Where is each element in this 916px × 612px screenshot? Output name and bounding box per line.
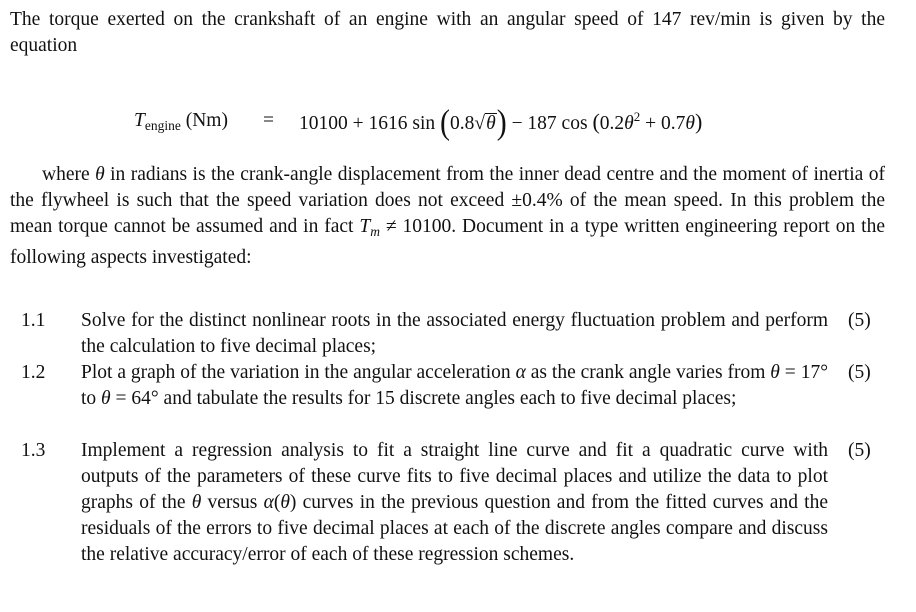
item-marks: (5) <box>848 440 871 461</box>
sqrt-symbol: √θ <box>474 113 496 134</box>
equation-lhs: $T_{engine}$ (Nm) <box>134 110 228 133</box>
equation-equals: = <box>263 110 274 131</box>
torque-equation <box>0 104 916 144</box>
list-item <box>0 360 916 438</box>
list-item <box>0 438 916 594</box>
list-item <box>0 308 916 360</box>
body-paragraph: where θ in radians is the crank-angle displacement from the inner dead centre and the moment of inertia of the flywheel is such that the speed variation does not exceed ±0.4% of the mean speed. In this problem the mean torque cannot be assumed and in fact $T_m \ne 10100$. Document in a type written engineering report on the following aspects investigated: <box>10 164 885 268</box>
item-text: Implement a regression analysis to fit a straight line curve and fit a quadratic curve with outputs of the parameters of these curve fits to five decimal places and utilize the data to plot graphs of the θ versus α(θ) curves in the previous question and from the fitted curves and the residuals of the errors to five decimal places at each of the discrete angles compare and discuss the relative accuracy/error of each of these regression schemes. <box>81 440 829 565</box>
intro-paragraph: The torque exerted on the crankshaft of an engine with an angular speed of 147 rev/min is given by the equation <box>10 9 885 56</box>
equation-rhs: 10100 + 1616 sin (0.8√θ) − 187 $\cos (0.2\theta^2 + 0.7\theta)$ <box>299 103 703 142</box>
task-list <box>0 308 916 594</box>
item-number: 1.3 <box>21 440 46 461</box>
item-text: Plot a graph of the variation in the angular acceleration α as the crank angle varies from θ = 17° to θ = 64° and tabulate the results for 15 discrete angles each to five decimal places; <box>81 362 828 409</box>
item-number: 1.2 <box>21 362 46 383</box>
item-marks: (5) <box>848 362 871 383</box>
item-marks: (5) <box>848 310 871 331</box>
item-text: Solve for the distinct nonlinear roots in the associated energy fluctuation problem and perform the calculation to five decimal places; <box>81 310 828 357</box>
item-number: 1.1 <box>21 310 46 331</box>
